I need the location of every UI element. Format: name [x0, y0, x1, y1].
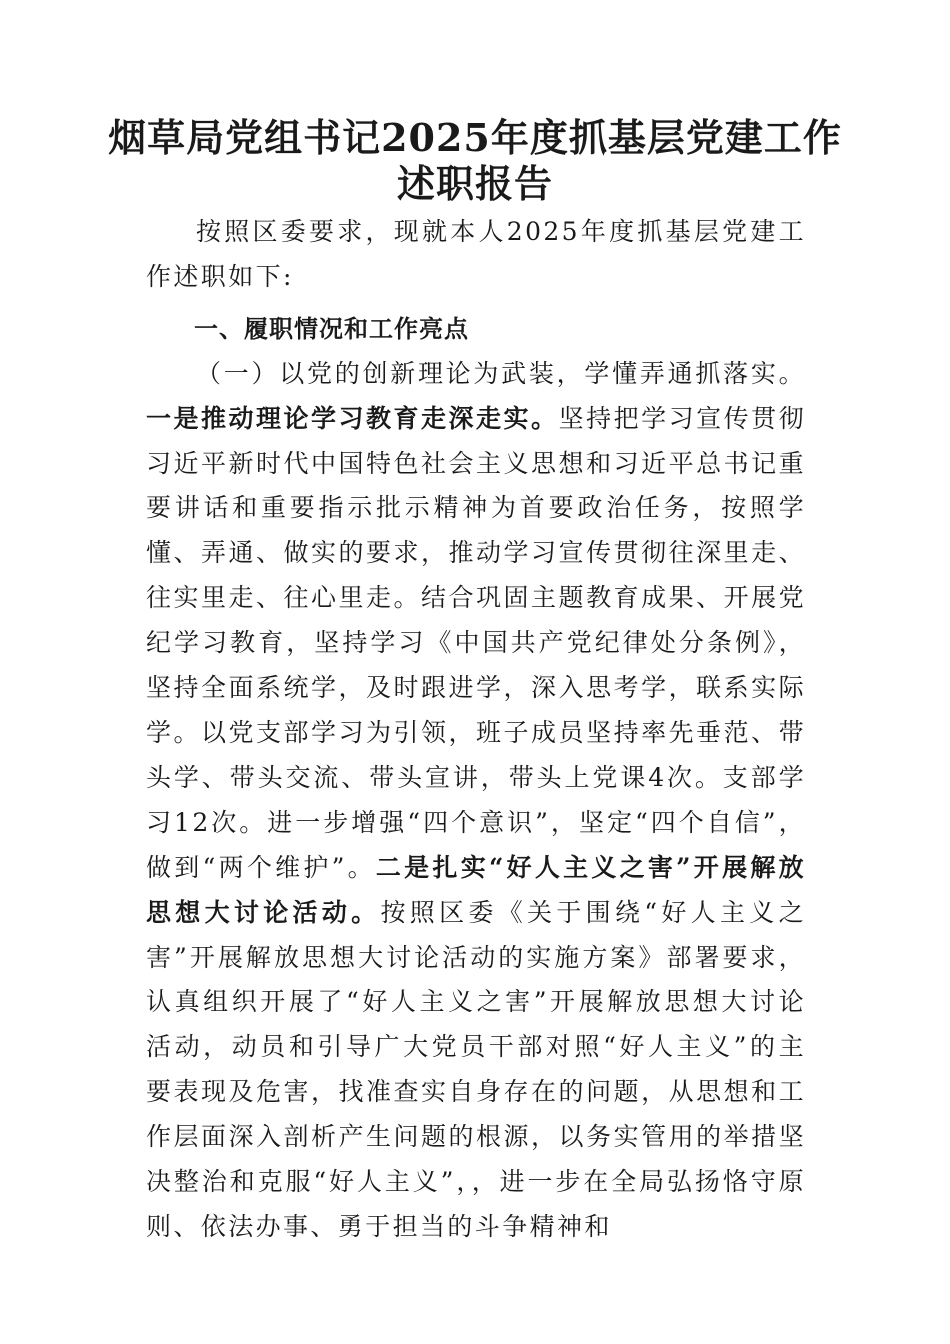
paragraph-text: （一）以党的创新理论为武装，学懂弄通抓落实。 [196, 358, 806, 388]
document-title-line-1: 烟草局党组书记2025年度抓基层党建工作 [108, 115, 842, 160]
intro-paragraph: 按照区委要求，现就本人2025年度抓基层党建工作述职如下: [146, 217, 806, 291]
bold-point-2: 二是扎实“好人主义之害”开展解放思想大讨论活动。 [146, 852, 806, 927]
section-heading: 一、履职情况和工作亮点 [194, 314, 469, 343]
paragraph-text: 按照区委《关于围绕“好人主义之害”开展解放思想大讨论活动的实施方案》部署要求，认真组织开展了“好人主义之害”开展解放思想大讨论活动，动员和引导广大党员干部对照“好人主义”的主要表现及危害，找准查实自身存在的问题，从思想和工作层面深入剖析产生问题的根源，以务实管用的举措坚决整治和克服“好人主义”，，进一步在全局弘扬恪守原则、依法办事、勇于担当的斗争精神和 [146, 897, 806, 1241]
document-title-line-2: 述职报告 [396, 161, 553, 206]
document-body [146, 210, 806, 1250]
paragraph-text: 坚持把学习宣传贯彻习近平新时代中国特色社会主义思想和习近平总书记重要讲话和重要指示批示精神为首要政治任务，按照学懂、弄通、做实的要求，推动学习宣传贯彻往深里走、往实里走、往心里走。结合巩固主题教育成果、开展党纪学习教育，坚持学习《中国共产党纪律处分条例》，坚持全面系统学，及时跟进学，深入思考学，联系实际学。以党支部学习为引领，班子成员坚持率先垂范、带头学、带头交流、带头宣讲，带头上党课4次。支部学习12次。进一步增强“四个意识”，坚定“四个自信”，做到“两个维护”。 [146, 403, 806, 882]
body-paragraph [146, 352, 806, 1250]
bold-point-1: 一是推动理论学习教育走深走实。 [146, 403, 559, 433]
